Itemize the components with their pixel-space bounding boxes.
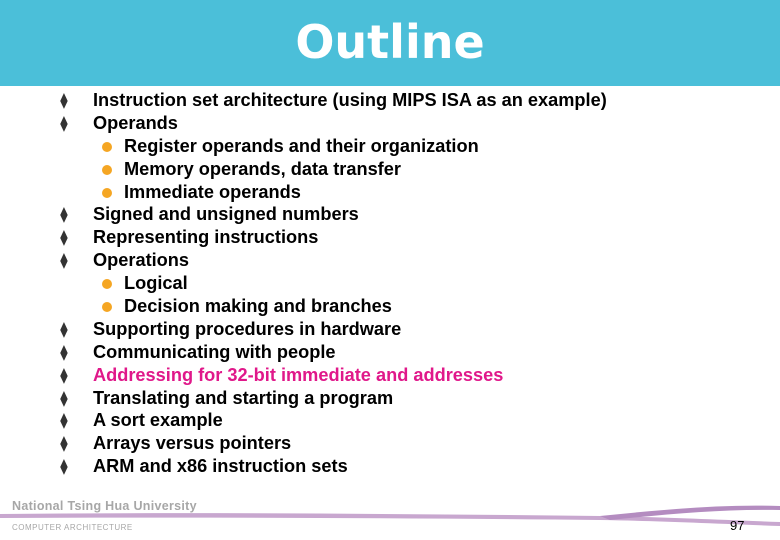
item-text: Supporting procedures in hardware — [93, 318, 402, 339]
list-item — [0, 341, 780, 364]
item-text: Representing instructions — [93, 227, 319, 248]
item-text: Instruction set architecture (using MIPS ISA as an example) — [93, 90, 607, 110]
diamond-bullet-icon: ⧫ — [60, 366, 68, 383]
list-item — [0, 455, 780, 478]
item-text: Logical — [124, 273, 188, 294]
outline-list — [0, 89, 780, 478]
sub-list-item — [0, 272, 780, 295]
dot-bullet-icon — [102, 188, 112, 198]
diamond-bullet-icon: ⧫ — [60, 458, 68, 475]
diamond-bullet-icon: ⧫ — [60, 252, 68, 269]
list-item — [0, 409, 780, 432]
dot-bullet-icon — [102, 165, 112, 175]
university-name: National Tsing Hua University — [12, 499, 197, 513]
dot-bullet-icon — [102, 279, 112, 289]
sub-list-item — [0, 158, 780, 181]
item-text: Addressing for 32-bit immediate and addresses — [93, 364, 504, 385]
list-item — [0, 203, 780, 226]
diamond-bullet-icon: ⧫ — [60, 343, 68, 360]
list-item — [0, 387, 780, 410]
sub-list-item — [0, 295, 780, 318]
item-text: Decision making and branches — [124, 296, 392, 317]
sub-list-item — [0, 135, 780, 158]
slide-title: Outline — [295, 15, 485, 69]
diamond-bullet-icon: ⧫ — [60, 114, 68, 131]
page-number: 97 — [730, 518, 745, 533]
list-item — [0, 364, 780, 387]
list-item — [0, 432, 780, 455]
list-item — [0, 318, 780, 341]
item-text: Communicating with people — [93, 341, 336, 362]
item-text: Signed and unsigned numbers — [93, 204, 359, 225]
sub-list-item — [0, 181, 780, 204]
diamond-bullet-icon: ⧫ — [60, 229, 68, 246]
diamond-bullet-icon: ⧫ — [60, 435, 68, 452]
item-text: Memory operands, data transfer — [124, 158, 401, 179]
diamond-bullet-icon: ⧫ — [60, 412, 68, 429]
item-text: Register operands and their organization — [124, 135, 479, 156]
item-text: A sort example — [93, 410, 223, 431]
diamond-bullet-icon: ⧫ — [60, 320, 68, 337]
item-text: ARM and x86 instruction sets — [93, 456, 348, 477]
item-text: Immediate operands — [124, 181, 301, 202]
item-text: Translating and starting a program — [93, 387, 394, 408]
dot-bullet-icon — [102, 142, 112, 152]
list-item — [0, 226, 780, 249]
list-item — [0, 112, 780, 135]
list-item — [0, 89, 780, 112]
diamond-bullet-icon: ⧫ — [60, 92, 68, 108]
item-text: Operands — [93, 112, 178, 133]
item-text: Arrays versus pointers — [93, 433, 292, 454]
list-item — [0, 249, 780, 272]
diamond-bullet-icon: ⧫ — [60, 206, 68, 223]
item-text: Operations — [93, 250, 190, 271]
dot-bullet-icon — [102, 302, 112, 312]
diamond-bullet-icon: ⧫ — [60, 389, 68, 406]
department-name: COMPUTER ARCHITECTURE — [12, 523, 133, 532]
